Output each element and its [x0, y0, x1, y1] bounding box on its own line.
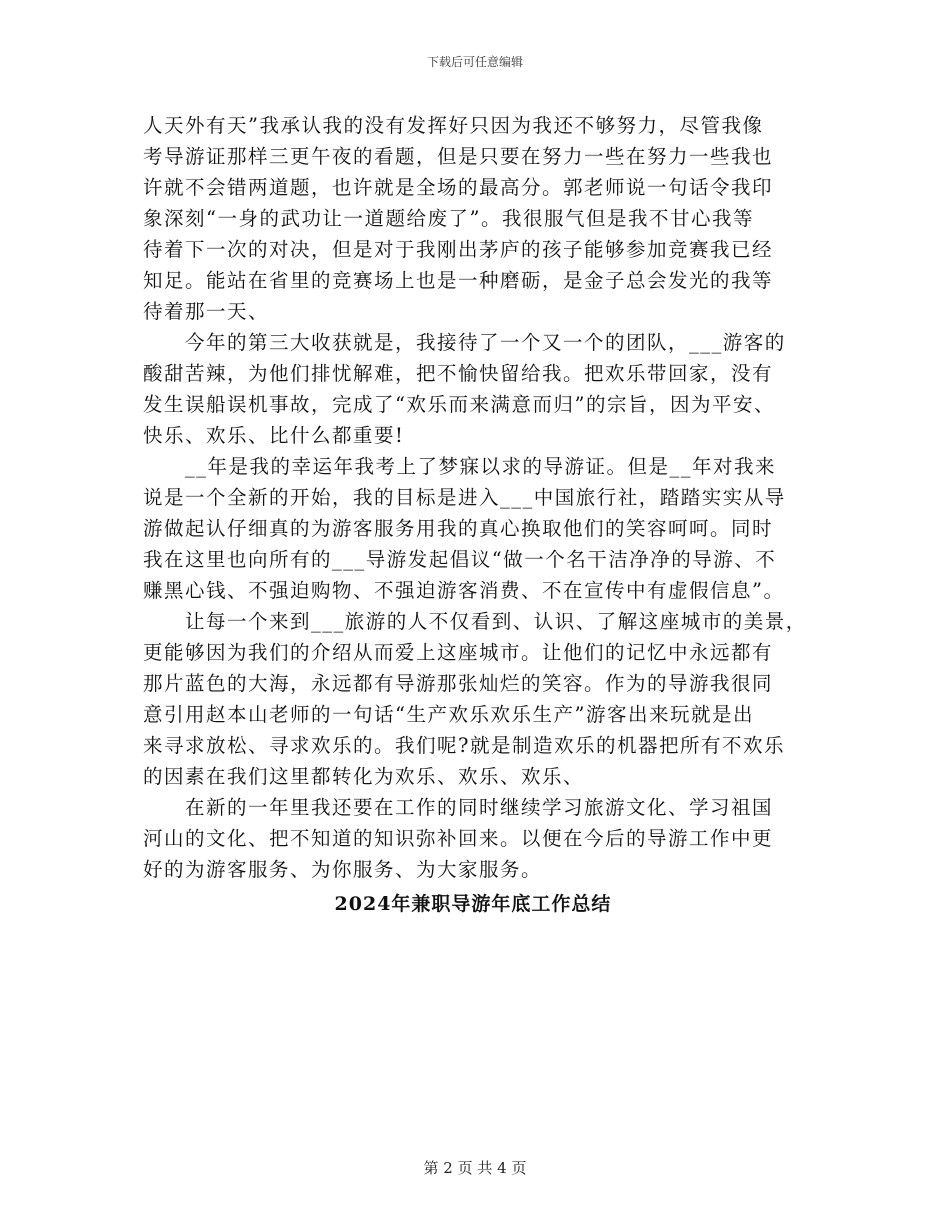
text-line: __年是我的幸运年我考上了梦寐以求的导游证。但是__年对我来 [185, 455, 777, 478]
text-line: 发生误船误机事故，完成了“欢乐而来满意而归”的宗旨，因为平安、 [143, 393, 775, 416]
text-line: 说是一个全新的开始，我的目标是进入___中国旅行社，踏踏实实从导 [143, 486, 786, 509]
text-line: 来寻求放松、寻求欢乐的。我们呢?就是制造欢乐的机器把所有不欢乐 [143, 734, 785, 757]
text-line: 那片蓝色的大海，永远都有导游那张灿烂的笑容。作为的导游我很同 [143, 672, 774, 695]
text-line: 知足。能站在省里的竞赛场上也是一种磨砺，是金子总会发光的我等 [143, 269, 774, 292]
text-line: 人天外有天”我承认我的没有发挥好只因为我还不够努力，尽管我像 [143, 114, 764, 137]
text-line: 快乐、欢乐、比什么都重要! [143, 424, 405, 447]
text-line: 在新的一年里我还要在工作的同时继续学习旅游文化、学习祖国 [185, 796, 774, 819]
text-line: 更能够因为我们的介绍从而爱上这座城市。让他们的记忆中永远都有 [143, 641, 774, 664]
text-line: 待着下一次的对决，但是对于我刚出茅庐的孩子能够参加竞赛我已经 [143, 238, 774, 261]
document-body [143, 110, 833, 920]
text-line: 待着那一天、 [143, 300, 270, 323]
page-header-note: 下载后可任意编辑 [426, 55, 523, 69]
text-line: 河山的文化、把不知道的知识弥补回来。以便在今后的导游工作中更 [143, 827, 774, 850]
text-line: 考导游证那样三更午夜的看题，但是只要在努力一些在努力一些我也 [143, 145, 774, 168]
text-line: 酸甜苦辣，为他们排忧解难，把不愉快留给我。把欢乐带回家，没有 [143, 362, 774, 385]
text-line: 好的为游客服务、为你服务、为大家服务。 [143, 858, 543, 881]
page-number: 第 2 页 共 4 页 [423, 1159, 527, 1177]
text-line: 赚黑心钱、不强迫购物、不强迫游客消费、不在宣传中有虚假信息”。 [143, 579, 785, 602]
section-title: 2024年兼职导游年底工作总结 [334, 893, 612, 915]
text-line: 我在这里也向所有的___导游发起倡议“做一个名干洁净净的导游、不 [143, 548, 777, 571]
text-line: 许就不会错两道题，也许就是全场的最高分。郭老师说一句话令我印 [143, 176, 774, 199]
text-line: 的因素在我们这里都转化为欢乐、欢乐、欢乐、 [143, 765, 585, 788]
text-line: 让每一个来到___旅游的人不仅看到、认识、了解这座城市的美景， [185, 610, 807, 633]
paragraph-lines [143, 110, 833, 885]
text-line: 今年的第三大收获就是，我接待了一个又一个的团队，___游客的 [185, 331, 786, 354]
text-line: 游做起认仔细真的为游客服务用我的真心换取他们的笑容呵呵。同时 [143, 517, 774, 540]
text-line: 意引用赵本山老师的一句话“生产欢乐欢乐生产”游客出来玩就是出 [143, 703, 754, 726]
text-line: 象深刻“一身的武功让一道题给废了”。我很服气但是我不甘心我等 [143, 207, 754, 230]
